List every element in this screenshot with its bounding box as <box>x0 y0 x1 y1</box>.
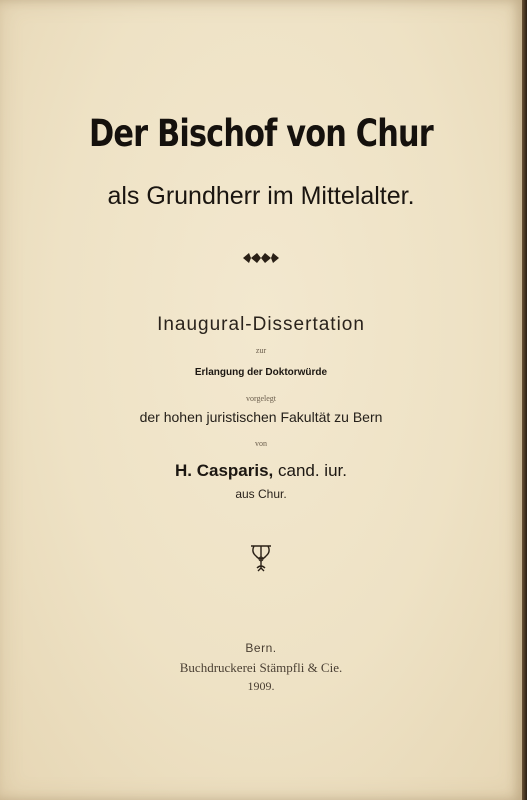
vorgelegt-label: vorgelegt <box>245 394 277 403</box>
book-subtitle: als Grundherr im Mittelalter. <box>107 182 415 210</box>
faculty-label: der hohen juristischen Fakultät zu Bern <box>139 409 383 425</box>
author-origin: aus Chur. <box>235 487 287 501</box>
ornament-icon <box>0 252 522 264</box>
zur-label: zur <box>255 346 267 355</box>
author-line <box>0 461 522 481</box>
author-name: H. Casparis, <box>175 461 274 480</box>
imprint-printer: Buchdruckerei Stämpfli & Cie. <box>179 660 343 675</box>
purpose-label: Erlangung der Doktorwürde <box>194 367 328 378</box>
von-label: von <box>255 439 267 448</box>
author-degree: cand. iur. <box>273 461 347 480</box>
dissertation-label: Inaugural-Dissertation <box>157 314 365 335</box>
imprint-city: Bern. <box>245 641 277 655</box>
page-edge <box>522 0 527 800</box>
imprint-year: 1909. <box>247 679 275 693</box>
printer-mark-icon <box>0 542 522 572</box>
book-title: Der Bischof von Chur <box>89 112 433 155</box>
